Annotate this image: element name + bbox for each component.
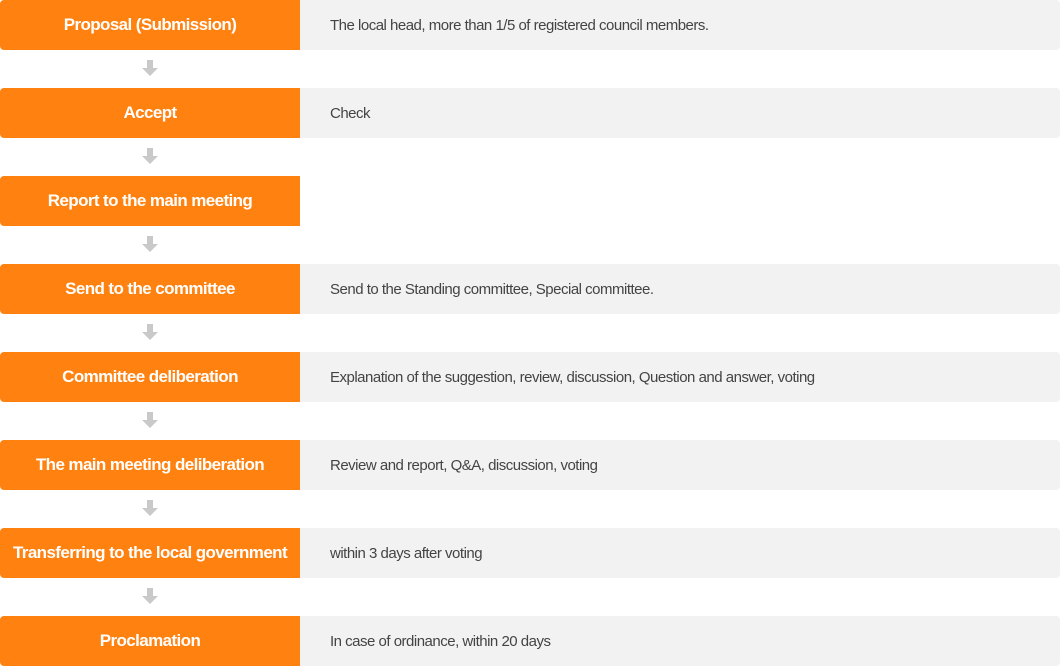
step-label: The main meeting deliberation [0, 440, 300, 490]
step-report-main-meeting [0, 176, 1060, 226]
step-description: Review and report, Q&A, discussion, voting [300, 440, 1060, 490]
step-label: Accept [0, 88, 300, 138]
step-send-committee [0, 264, 1060, 314]
step-main-meeting-deliberation [0, 440, 1060, 490]
step-description: within 3 days after voting [300, 528, 1060, 578]
step-description: In case of ordinance, within 20 days [300, 616, 1060, 666]
arrow-down-icon [141, 147, 159, 165]
step-transfer-local-government [0, 528, 1060, 578]
step-description: The local head, more than 1/5 of registered council members. [300, 0, 1060, 50]
step-proclamation [0, 616, 1060, 666]
step-label: Committee deliberation [0, 352, 300, 402]
step-description: Check [300, 88, 1060, 138]
step-description: Send to the Standing committee, Special committee. [300, 264, 1060, 314]
step-label: Report to the main meeting [0, 176, 300, 226]
step-description: Explanation of the suggestion, review, discussion, Question and answer, voting [300, 352, 1060, 402]
arrow-down-icon [141, 499, 159, 517]
step-label: Send to the committee [0, 264, 300, 314]
step-committee-deliberation [0, 352, 1060, 402]
step-label: Proposal (Submission) [0, 0, 300, 50]
step-description [300, 176, 1060, 226]
arrow-down-icon [141, 587, 159, 605]
arrow-down-icon [141, 411, 159, 429]
step-label: Transferring to the local government [0, 528, 300, 578]
step-proposal [0, 0, 1060, 50]
arrow-down-icon [141, 235, 159, 253]
step-label: Proclamation [0, 616, 300, 666]
arrow-down-icon [141, 323, 159, 341]
arrow-down-icon [141, 59, 159, 77]
step-accept [0, 88, 1060, 138]
